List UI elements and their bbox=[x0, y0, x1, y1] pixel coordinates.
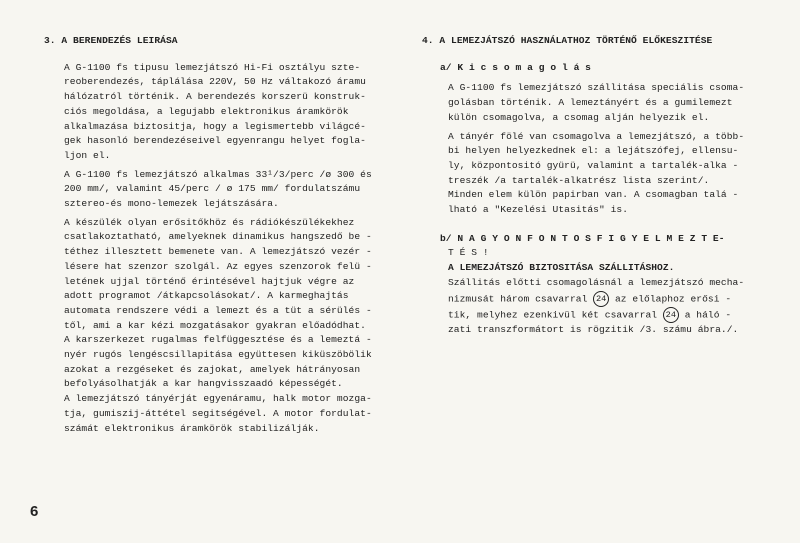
text-line: A G-1100 fs lemezjátszó szállitása speciális csoma- bbox=[448, 82, 745, 94]
subsection-a-body bbox=[422, 81, 767, 217]
subsection-a-title: a/ K i c s o m a g o l á s bbox=[440, 61, 591, 73]
text-line: A G-1100 fs lemezjátszó alkalmas 33¹/3/perc /ø 300 és bbox=[64, 168, 372, 180]
text-line: automata rendszere védi a lemezt és a tüt a sérülés - bbox=[64, 304, 372, 316]
text-line: golásban történik. A lemeztányért és a gumilemezt bbox=[448, 97, 733, 109]
text-line: A lemezjátszó tányérját egyenáramu, halk motor mozga- bbox=[64, 393, 372, 405]
text-line: alkalmazása biztositja, hogy a legismertebb világcé- bbox=[64, 120, 366, 132]
text-line: A készülék olyan erősitőkhöz és rádiókészülékekhez bbox=[64, 216, 355, 228]
section-4-heading: 4. A LEMEZJÁTSZÓ HASZNÁLATHOZ TÖRTÉNŐ ELŐKESZITÉSE bbox=[422, 35, 713, 46]
text-line: zati transzformátort is rögzitik /3. számu ábra./. bbox=[448, 324, 739, 336]
text-line: ly, központositó gyürü, valamint a tartalék-alka - bbox=[448, 159, 739, 171]
text-line: A karszerkezet rugalmas felfüggesztése és a lemeztá - bbox=[64, 334, 372, 346]
subsection-b-body bbox=[422, 246, 767, 337]
text-line: treszék /a tartalék-alkatrész lista szerint/. bbox=[448, 174, 710, 186]
text-line: hálózatról történik. A berendezés korszerü konstruk- bbox=[64, 91, 366, 103]
paragraph bbox=[448, 130, 767, 218]
text-fragment: a háló - bbox=[684, 309, 732, 321]
text-line: ljon el. bbox=[64, 149, 111, 161]
right-column bbox=[422, 34, 767, 338]
text-line: befolyásolhatják a kar hangvisszaadó képességét. bbox=[64, 378, 343, 390]
text-line bbox=[448, 307, 767, 323]
text-line: lésere hat szenzor szolgál. Az egyes szenzorok felü - bbox=[64, 260, 372, 272]
subsection-b-title: b/ N A G Y O N F O N T O S F I G Y E L M E Z T E- bbox=[440, 232, 725, 244]
section-3-heading: 3. A BERENDEZÉS LEIRÁSA bbox=[44, 35, 178, 46]
text-line: letének ujjal történő érintésével hajtjuk végre az bbox=[64, 275, 355, 287]
text-line: azokat a rezgéseket és zajokat, amelyek hátrányosan bbox=[64, 363, 361, 375]
text-line: Szállitás előtti csomagolásnál a lemezjátszó mecha- bbox=[448, 276, 745, 288]
text-line: A G-1100 fs tipusu lemezjátszó Hi-Fi osztályu szte- bbox=[64, 61, 361, 73]
text-line: adott programot /átkapcsolásokat/. A karmeghajtás bbox=[64, 290, 349, 302]
screw-number-badge: 24 bbox=[593, 291, 609, 307]
section-3-body bbox=[44, 61, 399, 437]
text-fragment: az előlaphoz erősi - bbox=[615, 293, 732, 305]
screw-number-badge: 24 bbox=[663, 307, 679, 323]
page-number: 6 bbox=[30, 503, 39, 520]
text-line: sztereo-és mono-lemezek lejátszására. bbox=[64, 198, 279, 210]
text-line: 200 mm/, valamint 45/perc / ø 175 mm/ fordulatszámu bbox=[64, 183, 361, 195]
text-line: reoberendezés, táplálása 220V, 50 Hz váltakozó áramu bbox=[64, 76, 366, 88]
warning-title-end: T É S ! bbox=[448, 247, 489, 259]
text-line: téthez illesztett bemenete van. A lemezjátszó vezér - bbox=[64, 246, 372, 258]
text-line: csatlakoztatható, amelyeknek dinamikus hangszedő be - bbox=[64, 231, 372, 243]
text-line bbox=[448, 291, 767, 307]
text-line: bi helyen helyezkednek el: a lejátszófej, ellensu- bbox=[448, 145, 739, 157]
text-line: től, ami a kar kézi mozgatásakor gyakran előadódhat. bbox=[64, 319, 366, 331]
text-line: gek hasonló berendezéseivel egyenrangu helyet fogla- bbox=[64, 135, 366, 147]
left-column bbox=[44, 34, 399, 440]
text-line: Minden elem külön papirban van. A csomagban talá - bbox=[448, 189, 739, 201]
paragraph bbox=[64, 168, 399, 212]
warning-subtitle: A LEMEZJÁTSZÓ BIZTOSITÁSA SZÁLLITÁSHOZ. bbox=[448, 262, 675, 274]
text-line: lható a "Kezelési Utasitás" is. bbox=[448, 204, 629, 216]
paragraph bbox=[448, 81, 767, 125]
text-fragment: tik, melyhez ezenkivül két csavarral bbox=[448, 309, 658, 321]
paragraph bbox=[64, 216, 399, 437]
text-line: külön csomagolva, a csomag alján helyezik el. bbox=[448, 111, 710, 123]
text-fragment: nizmusát három csavarral bbox=[448, 293, 588, 305]
text-line: nyér rugós lengéscsillapitása együttesen kiküszöbölik bbox=[64, 349, 372, 361]
text-line: A tányér fölé van csomagolva a lemezjátszó, a több- bbox=[448, 130, 745, 142]
paragraph bbox=[64, 61, 399, 164]
text-line: számát elektronikus áramkörök stabilizálják. bbox=[64, 422, 320, 434]
text-line: ciós megoldása, a legujabb elektronikus áramkörök bbox=[64, 105, 349, 117]
text-line: tja, gumiszij-áttétel segitségével. A motor fordulat- bbox=[64, 407, 372, 419]
